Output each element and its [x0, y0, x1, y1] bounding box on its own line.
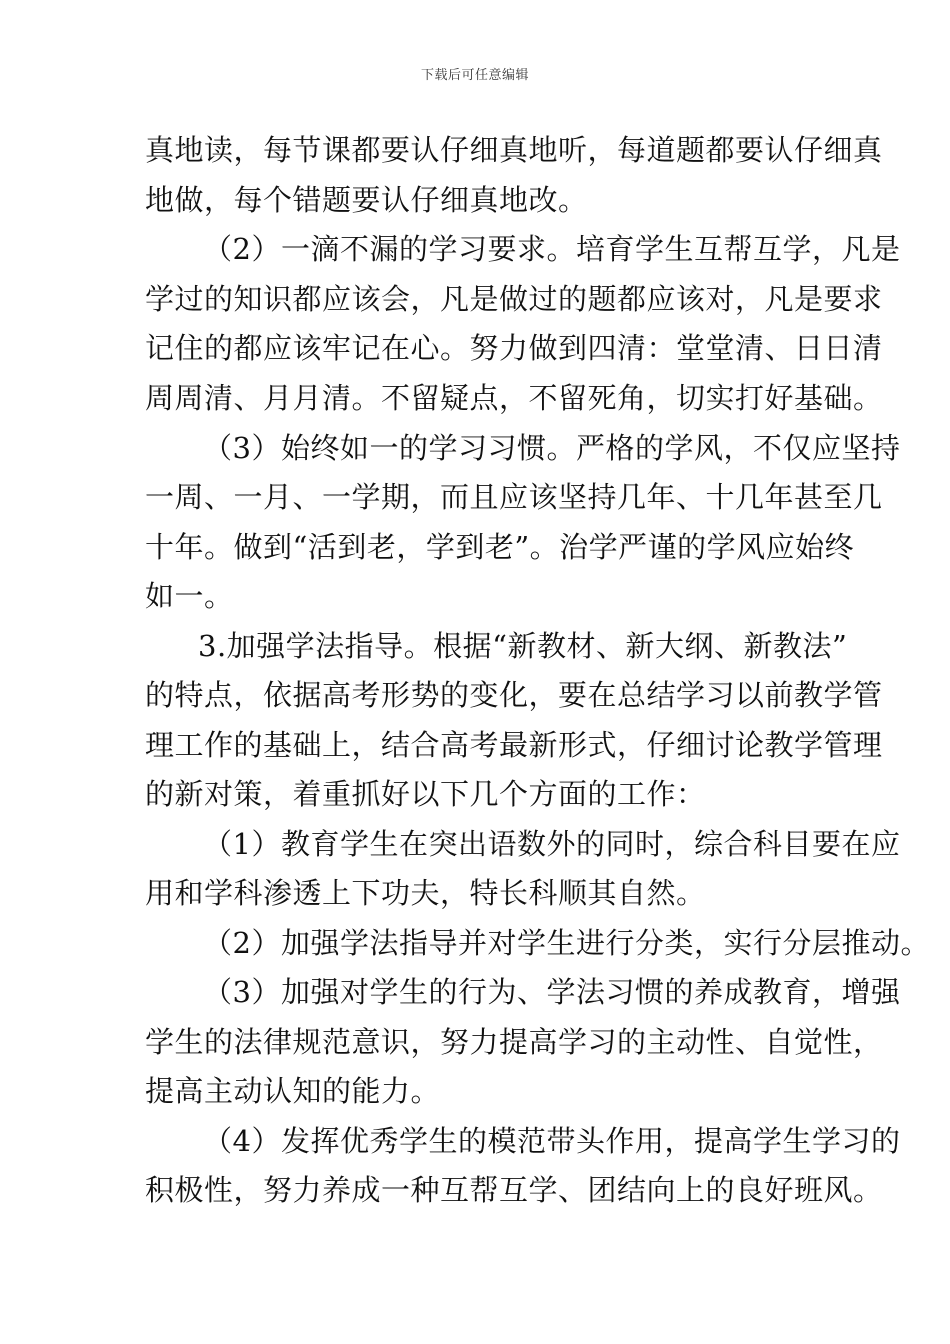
- text-line: （3）始终如一的学习习惯。严格的学风，不仅应坚持: [203, 431, 901, 465]
- text-line: （4）发挥优秀学生的模范带头作用，提高学生学习的: [203, 1124, 901, 1158]
- text-line: 地做，每个错题要认仔细真地改。: [145, 183, 588, 217]
- text-line: 记住的都应该牢记在心。努力做到四清：堂堂清、日日清: [145, 331, 883, 365]
- text-line: 十年。做到“活到老，学到老”。治学严谨的学风应始终: [145, 530, 855, 564]
- text-line: （3）加强对学生的行为、学法习惯的养成教育，增强: [203, 975, 901, 1009]
- text-line: 学过的知识都应该会，凡是做过的题都应该对，凡是要求: [145, 282, 883, 316]
- text-line: 真地读，每节课都要认仔细真地听，每道题都要认仔细真: [145, 133, 883, 167]
- text-line: 理工作的基础上，结合高考最新形式，仔细讨论教学管理: [145, 728, 883, 762]
- text-line: 积极性，努力养成一种互帮互学、团结向上的良好班风。: [145, 1173, 883, 1207]
- text-line: 如一。: [145, 579, 234, 613]
- text-line: 3.加强学法指导。根据“新教材、新大纲、新教法”: [198, 629, 848, 663]
- text-line: 的特点，依据高考形势的变化，要在总结学习以前教学管: [145, 678, 883, 712]
- text-line: 一周、一月、一学期，而且应该坚持几年、十几年甚至几: [145, 480, 883, 514]
- text-line: （2）一滴不漏的学习要求。培育学生互帮互学，凡是: [203, 232, 901, 266]
- text-line: 用和学科渗透上下功夫，特长科顺其自然。: [145, 876, 706, 910]
- text-line: 的新对策，着重抓好以下几个方面的工作：: [145, 777, 706, 811]
- text-line: 提高主动认知的能力。: [145, 1074, 441, 1108]
- text-line: （2）加强学法指导并对学生进行分类，实行分层推动。: [203, 926, 930, 960]
- text-line: 学生的法律规范意识，努力提高学习的主动性、自觉性，: [145, 1025, 883, 1059]
- page-header: 下载后可任意编辑: [420, 68, 529, 83]
- text-line: （1）教育学生在突出语数外的同时，综合科目要在应: [203, 827, 901, 861]
- text-line: 周周清、月月清。不留疑点，不留死角，切实打好基础。: [145, 381, 883, 415]
